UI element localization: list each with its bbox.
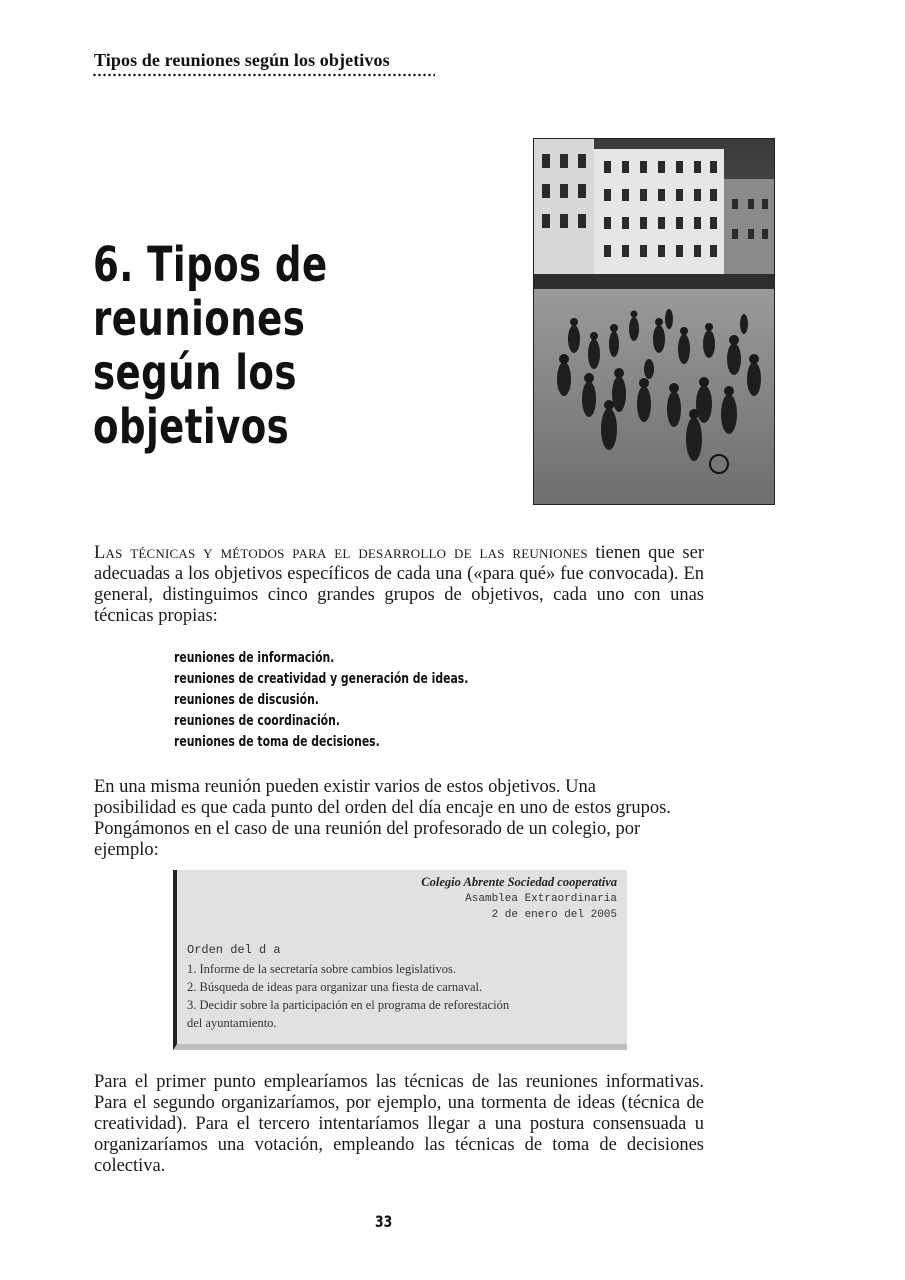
agenda-organization: Colegio Abrente Sociedad cooperativa — [421, 875, 617, 889]
photo-illustration — [534, 139, 774, 504]
list-item: 3. Decidir sobre la participación en el programa de reforestación del ayuntamiento. — [187, 998, 510, 1030]
list-item: reuniones de información. — [174, 650, 335, 666]
chapter-title — [93, 238, 463, 454]
intro-lead: Las técnicas y métodos para el desarrollo de las reuniones — [94, 543, 588, 563]
list-item: reuniones de toma de decisiones. — [174, 734, 380, 750]
agenda-heading: Orden del d a — [187, 943, 281, 957]
street-gathering-photo — [533, 138, 775, 505]
list-item: 2. Búsqueda de ideas para organizar una fiesta de carnaval. — [187, 980, 483, 994]
page-number: 33 — [375, 1212, 393, 1231]
meeting-goal-list — [174, 648, 468, 753]
list-item: 1. Informe de la secretaría sobre cambios legislativos. — [187, 962, 457, 976]
agenda-example-box — [173, 870, 627, 1050]
chapter-title-line-1: 6. Tipos de reuniones — [93, 237, 328, 347]
dotted-rule — [92, 73, 435, 77]
list-item: reuniones de creatividad y generación de ideas. — [174, 671, 469, 687]
body-paragraph-2: En una misma reunión pueden existir varios de estos objetivos. Una posibilidad es que cada punto del orden del día encaje en uno de estos grupos. Pongámonos en el caso de una reunión del profesorado de un colegio, por ejemplo: — [94, 777, 671, 860]
agenda-meeting-type: Asamblea Extraordinaria — [465, 893, 617, 905]
intro-rest: tienen que ser adecuadas a los objetivos específicos de cada una («para qué» fue convocada). En general, distinguimos cinco grandes grupos de objetivos, cada uno con unas técnicas propias: — [94, 543, 704, 626]
list-item: reuniones de discusión. — [174, 692, 319, 708]
agenda-date: 2 de enero del 2005 — [491, 909, 617, 921]
intro-paragraph — [94, 543, 704, 627]
list-item: reuniones de coordinación. — [174, 713, 340, 729]
chapter-title-line-2: según los objetivos — [93, 345, 297, 455]
body-paragraph-3: Para el primer punto emplearíamos las técnicas de las reuniones informativas. Para el segundo organizaríamos, por ejemplo, una tormenta de ideas (técnica de creatividad). Para el tercero intentaríamos llegar a una postura consensuada u organizaríamos una votación, empleando las técnicas de toma de decisiones colectiva. — [94, 1072, 704, 1176]
agenda-item-list — [187, 960, 517, 1032]
running-header: Tipos de reuniones según los objetivos — [94, 50, 390, 70]
